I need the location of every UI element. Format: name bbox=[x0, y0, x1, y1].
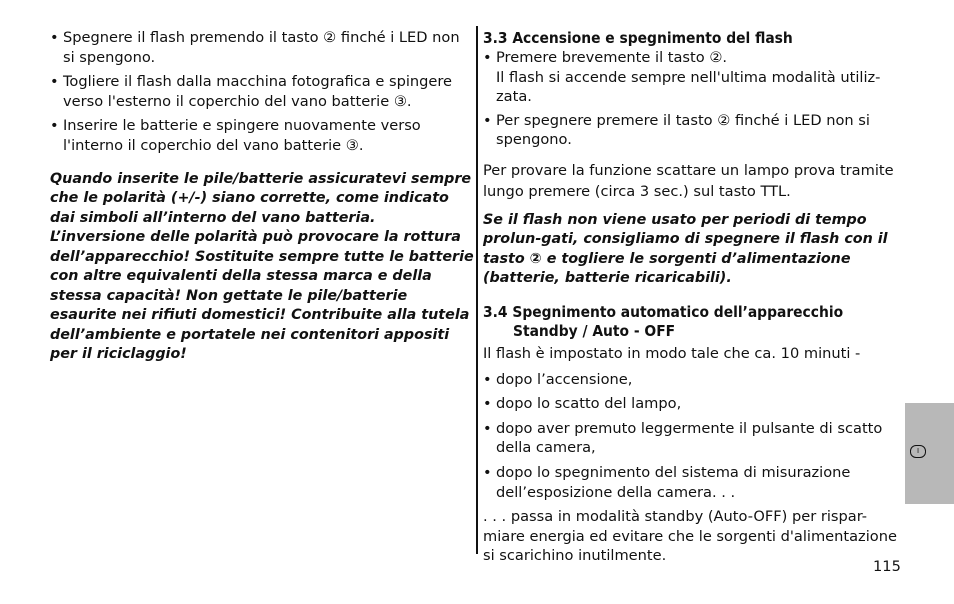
list-item-line: Il flash si accende sempre nell'ultima modalità utiliz-zata. bbox=[496, 68, 881, 106]
column-divider bbox=[476, 26, 478, 554]
list-item: • Inserire le batterie e spingere nuovamente verso l'interno il coperchio del vano batterie ③. bbox=[50, 116, 475, 155]
standby-intro: Il flash è impostato in modo tale che ca. 10 minuti - bbox=[483, 344, 861, 362]
list-item-line: Premere brevemente il tasto ②. bbox=[496, 49, 728, 66]
list-item: • dopo lo spegnimento del sistema di misurazione dell’esposizione della camera. . . bbox=[483, 463, 908, 502]
test-flash-paragraph: Per provare la funzione scattare un lampo prova tramite lungo premere (circa 3 sec.) sul tasto TTL. bbox=[483, 161, 894, 200]
list-item: • dopo lo scatto del lampo, bbox=[483, 394, 908, 414]
standby-closing: . . . passa in modalità standby (Auto-OFF) per rispar-miare energia ed evitare che le sorgenti d'alimentazione si scarichino inutilmente. bbox=[483, 508, 897, 565]
language-indicator: I bbox=[910, 445, 926, 458]
right-column bbox=[483, 28, 908, 566]
list-item: • Per spegnere premere il tasto ② finché i LED non si spengono. bbox=[483, 111, 908, 150]
list-item: • Togliere il flash dalla macchina fotografica e spingere verso l'esterno il coperchio del vano batterie ③. bbox=[50, 72, 475, 111]
list-item: • dopo aver premuto leggermente il pulsante di scatto della camera, bbox=[483, 419, 908, 458]
list-item: • dopo l’accensione, bbox=[483, 370, 908, 390]
list-item bbox=[483, 48, 908, 107]
section-heading-3-3: 3.3 Accensione e spegnimento del flash bbox=[483, 29, 793, 47]
left-column bbox=[50, 28, 475, 365]
list-item: • Spegnere il flash premendo il tasto ② finché i LED non si spengono. bbox=[50, 28, 475, 67]
page-number: 115 bbox=[873, 558, 901, 575]
section-heading-3-4: 3.4 Spegnimento automatico dell’apparecchio Standby / Auto - OFF bbox=[483, 302, 844, 340]
battery-warning-note: Quando inserite le pile/batterie assicuratevi sempre che le polarità (+/-) siano corrette, come indicato dai simboli all’interno del vano batteria. L’inversione delle polarità può provocare la rottura dell’apparecchio! Sostituite sempre tutte le batterie con altre equivalenti della stessa marca e della stessa capacità! Non gettate le pile/batterie esaurite nei rifiuti domestici! Contribuite alla tutela dell’ambiente e portatele nei contenitori appositi per il riciclaggio! bbox=[50, 170, 474, 363]
standby-warning-note: Se il flash non viene usato per periodi di tempo prolun-gati, consigliamo di spegnere il flash con il tasto ② e togliere le sorgenti d’alimentazione (batterie, batterie ricaricabili). bbox=[483, 211, 888, 287]
